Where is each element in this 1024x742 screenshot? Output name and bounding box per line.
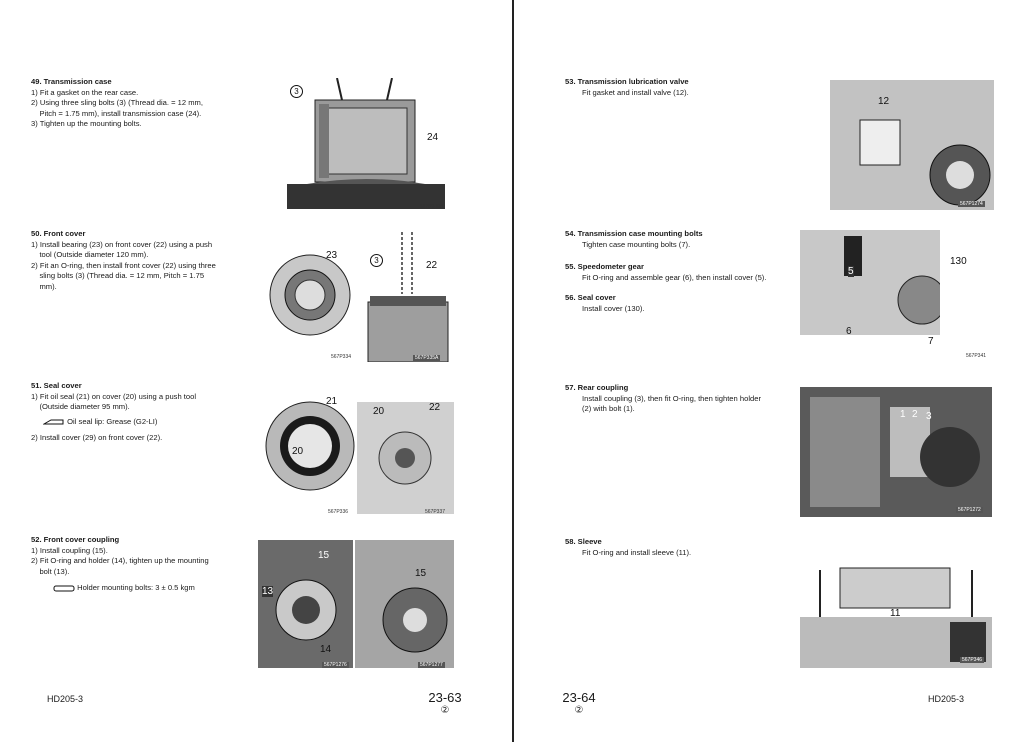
photo-front-cover-install	[360, 232, 453, 362]
step-line: mm).	[31, 281, 57, 291]
callout-21: 21	[326, 396, 338, 407]
step-line: tool (Outside diameter 120 mm).	[31, 250, 149, 260]
step-title: 55. Speedometer gear	[565, 262, 644, 271]
step-55	[565, 262, 793, 283]
callout-11: 11	[890, 608, 901, 619]
rear-coupling-illustration	[800, 387, 992, 517]
step-line: 2) Fit an O-ring, then install front cover (22) using three	[31, 260, 216, 270]
step-51	[31, 381, 253, 444]
photo-rear-coupling	[800, 387, 992, 517]
photo-caption: 567P336	[328, 509, 349, 515]
step-line: Fit O-ring and assemble gear (6), then install cover (5).	[582, 272, 767, 282]
step-line: Tighten case mounting bolts (7).	[582, 239, 691, 249]
grease-note	[43, 417, 253, 428]
callout-15: 15	[415, 568, 427, 579]
photo-front-cover-coupling	[258, 540, 353, 668]
photo-seal-cover	[262, 396, 356, 496]
front-cover-illustration	[360, 232, 453, 362]
callout-7: 7	[928, 336, 934, 347]
step-line: Install coupling (3), then fit O-ring, then tighten holder	[582, 393, 761, 403]
speedometer-gear-illustration	[800, 230, 940, 335]
photo-caption: 567P1277	[420, 662, 443, 668]
seal-cover-installed-illustration	[357, 402, 454, 514]
step-title: 49. Transmission case	[31, 77, 112, 86]
step-54	[565, 229, 793, 250]
callout-24: 24	[427, 132, 439, 143]
step-line: 1) Install coupling (15).	[31, 545, 108, 555]
step-line: 1) Install bearing (23) on front cover (22) using a push	[31, 239, 213, 249]
step-line: 1) Fit oil seal (21) on cover (20) using a push tool	[31, 391, 197, 401]
step-line: (Outside diameter 95 mm).	[31, 402, 130, 412]
footer-model: HD205-3	[928, 694, 965, 704]
callout-3: 3	[370, 254, 383, 267]
step-title: 51. Seal cover	[31, 381, 82, 390]
page-divider	[512, 0, 514, 742]
step-title: 58. Sleeve	[565, 537, 602, 546]
page-number-text: 23-63	[428, 690, 462, 705]
step-title: 50. Front cover	[31, 229, 86, 238]
step-line: Install cover (130).	[582, 303, 645, 313]
step-line: bolt (13).	[31, 566, 70, 576]
page-number	[420, 690, 470, 716]
transmission-case-illustration	[287, 78, 445, 209]
footer-model: HD205-3	[47, 694, 84, 704]
callout-20: 20	[373, 406, 385, 417]
step-line: (2) with bolt (1).	[582, 404, 635, 414]
photo-caption: 567P1272	[958, 507, 981, 513]
wrench-icon	[53, 584, 75, 592]
revision-mark: ②	[574, 705, 584, 716]
step-line: 2) Fit O-ring and holder (14), tighten up the mounting	[31, 556, 209, 566]
step-53	[565, 77, 790, 98]
lubrication-valve-illustration	[830, 80, 994, 210]
step-50	[31, 229, 253, 293]
callout-130: 130	[950, 256, 967, 267]
photo-caption: 567P249A	[420, 204, 444, 210]
step-line: 2) Install cover (29) on front cover (22).	[31, 433, 163, 443]
photo-caption: 567P1276	[324, 662, 347, 668]
photo-sleeve	[800, 562, 992, 668]
callout-14: 14	[320, 644, 332, 655]
page-number	[554, 690, 604, 716]
callout-20: 20	[292, 446, 304, 457]
step-title: 52. Front cover coupling	[31, 535, 120, 544]
callout-15: 15	[318, 550, 330, 561]
photo-caption: 567P335A	[415, 355, 439, 361]
torque-note	[53, 583, 253, 594]
revision-mark: ②	[440, 705, 450, 716]
step-title: 57. Rear coupling	[565, 383, 629, 392]
step-52	[31, 535, 253, 594]
torque-note-text: Holder mounting bolts: 3 ± 0.5 kgm	[77, 583, 195, 593]
bearing-illustration	[264, 250, 358, 360]
step-57	[565, 383, 789, 415]
coupling-illustration	[258, 540, 353, 668]
photo-caption: 567P337	[425, 509, 446, 515]
step-58	[565, 537, 789, 558]
callout-3: 3	[290, 85, 303, 98]
callout-1: 1	[900, 409, 906, 420]
callout-22: 22	[429, 402, 441, 413]
photo-lubrication-valve	[830, 80, 994, 210]
step-title: 53. Transmission lubrication valve	[565, 77, 689, 86]
photo-caption: 567P1274	[960, 201, 983, 207]
coupling-installed-illustration	[355, 540, 454, 668]
photo-coupling-installed	[355, 540, 454, 668]
photo-caption: 567P346	[962, 657, 983, 663]
step-line: Fit gasket and install valve (12).	[582, 87, 689, 97]
callout-22: 22	[426, 260, 438, 271]
photo-caption: 567P341	[966, 353, 987, 359]
photo-caption: 567P334	[331, 354, 352, 360]
step-title: 56. Seal cover	[565, 293, 616, 302]
step-line: 2) Using three sling bolts (3) (Thread dia. = 12 mm,	[31, 98, 203, 108]
callout-12: 12	[878, 96, 890, 107]
photo-seal-cover-installed	[357, 402, 454, 514]
step-line: 3) Tighten up the mounting bolts.	[31, 119, 142, 129]
seal-cover-illustration	[262, 396, 356, 496]
grease-gun-icon	[43, 418, 65, 426]
photo-transmission-case	[287, 78, 445, 209]
step-49	[31, 77, 261, 130]
step-line: Fit O-ring and install sleeve (11).	[582, 547, 692, 557]
step-56	[565, 293, 793, 314]
photo-front-cover-bearing	[264, 250, 358, 360]
callout-5: 5	[848, 266, 854, 277]
photo-speedometer-gear	[800, 230, 940, 335]
page-number-text: 23-64	[562, 690, 596, 705]
callout-23: 23	[326, 250, 338, 261]
callout-6: 6	[846, 326, 852, 335]
step-line: sling bolts (3) (Thread dia. = 12 mm, Pitch = 1.75	[31, 271, 205, 281]
callout-3: 3	[926, 411, 932, 422]
step-line: 1) Fit a gasket on the rear case.	[31, 87, 139, 97]
callout-2: 2	[912, 409, 918, 420]
step-title: 54. Transmission case mounting bolts	[565, 229, 703, 238]
callout-13: 13	[262, 586, 274, 597]
grease-note-text: Oil seal lip: Grease (G2-LI)	[67, 416, 158, 426]
step-line: Pitch = 1.75 mm), install transmission case (24).	[31, 108, 202, 118]
